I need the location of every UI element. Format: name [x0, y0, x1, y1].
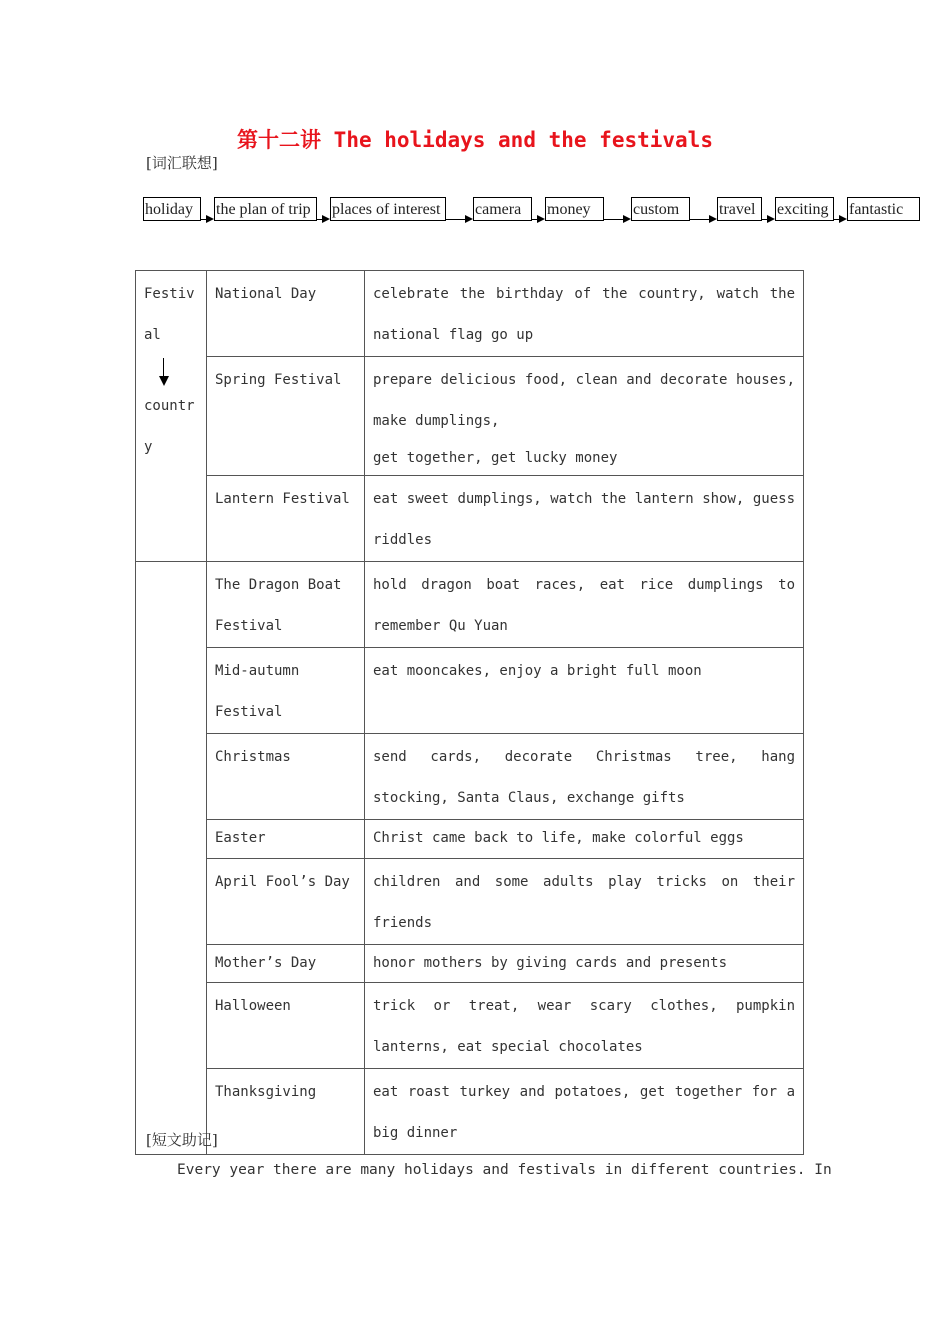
festival-desc: hold dragon boat races, eat rice dumplings to remember Qu Yuan — [365, 562, 804, 648]
page-title: 第十二讲 The holidays and the festivals — [237, 128, 713, 152]
table-row — [136, 562, 804, 648]
festival-name: Christmas — [207, 734, 365, 820]
table-row — [136, 476, 804, 562]
side-label-bottom-2: y — [144, 439, 153, 455]
festival-desc: honor mothers by giving cards and presents — [365, 945, 804, 983]
festival-name: Mid-autumn Festival — [207, 648, 365, 734]
table-row — [136, 983, 804, 1069]
chain-word: the plan of trip — [214, 197, 317, 221]
festival-name: April Fool’s Day — [207, 859, 365, 945]
side-label-top-2: al — [144, 327, 161, 343]
chain-word: exciting — [775, 197, 834, 221]
festival-name: National Day — [207, 271, 365, 357]
festival-desc: celebrate the birthday of the country, watch the national flag go up — [365, 271, 804, 357]
festival-desc-line: get together, get lucky money — [373, 450, 618, 466]
festival-desc: trick or treat, wear scary clothes, pumpkin lanterns, eat special chocolates — [365, 983, 804, 1069]
side-label-bottom: countr — [144, 398, 195, 414]
chain-word: camera — [473, 197, 532, 221]
chain-word: fantastic — [847, 197, 920, 221]
festival-desc: send cards, decorate Christmas tree, hang stocking, Santa Claus, exchange gifts — [365, 734, 804, 820]
festival-name: Halloween — [207, 983, 365, 1069]
table-row — [136, 945, 804, 983]
chain-word: travel — [717, 197, 762, 221]
table-row — [136, 734, 804, 820]
side-label — [136, 271, 207, 562]
festival-desc: eat sweet dumplings, watch the lantern show, guess riddles — [365, 476, 804, 562]
vocab-section-label: [词汇联想] — [146, 154, 218, 172]
chain-word: custom — [631, 197, 690, 221]
table-row — [136, 820, 804, 859]
passage-section-label: [短文助记] — [146, 1131, 218, 1149]
festival-desc: eat roast turkey and potatoes, get together for a big dinner — [365, 1069, 804, 1155]
table-row — [136, 357, 804, 476]
table-row — [136, 1069, 804, 1155]
table-row — [136, 859, 804, 945]
side-label-top: Festiv — [144, 286, 195, 302]
table-row — [136, 271, 804, 357]
festival-desc: eat mooncakes, enjoy a bright full moon — [365, 648, 804, 734]
festival-desc: Christ came back to life, make colorful eggs — [365, 820, 804, 859]
chain-word: holiday — [143, 197, 201, 221]
festival-name: The Dragon Boat Festival — [207, 562, 365, 648]
chain-word: places of interest — [330, 197, 446, 221]
festival-desc-line: prepare delicious food, clean and decorate houses, make dumplings, — [373, 372, 795, 429]
festival-name: Thanksgiving — [207, 1069, 365, 1155]
vocab-chain — [0, 197, 950, 225]
festival-name: Spring Festival — [207, 357, 365, 476]
festival-desc — [365, 357, 804, 476]
chain-word: money — [545, 197, 604, 221]
passage-text: Every year there are many holidays and festivals in different countries. In — [177, 1162, 832, 1178]
festival-name: Lantern Festival — [207, 476, 365, 562]
side-blank — [136, 562, 207, 1155]
table-row — [136, 648, 804, 734]
festival-name: Easter — [207, 820, 365, 859]
festival-name: Mother’s Day — [207, 945, 365, 983]
festival-table — [135, 270, 804, 1155]
festival-desc: children and some adults play tricks on their friends — [365, 859, 804, 945]
down-arrow-icon — [144, 356, 164, 386]
